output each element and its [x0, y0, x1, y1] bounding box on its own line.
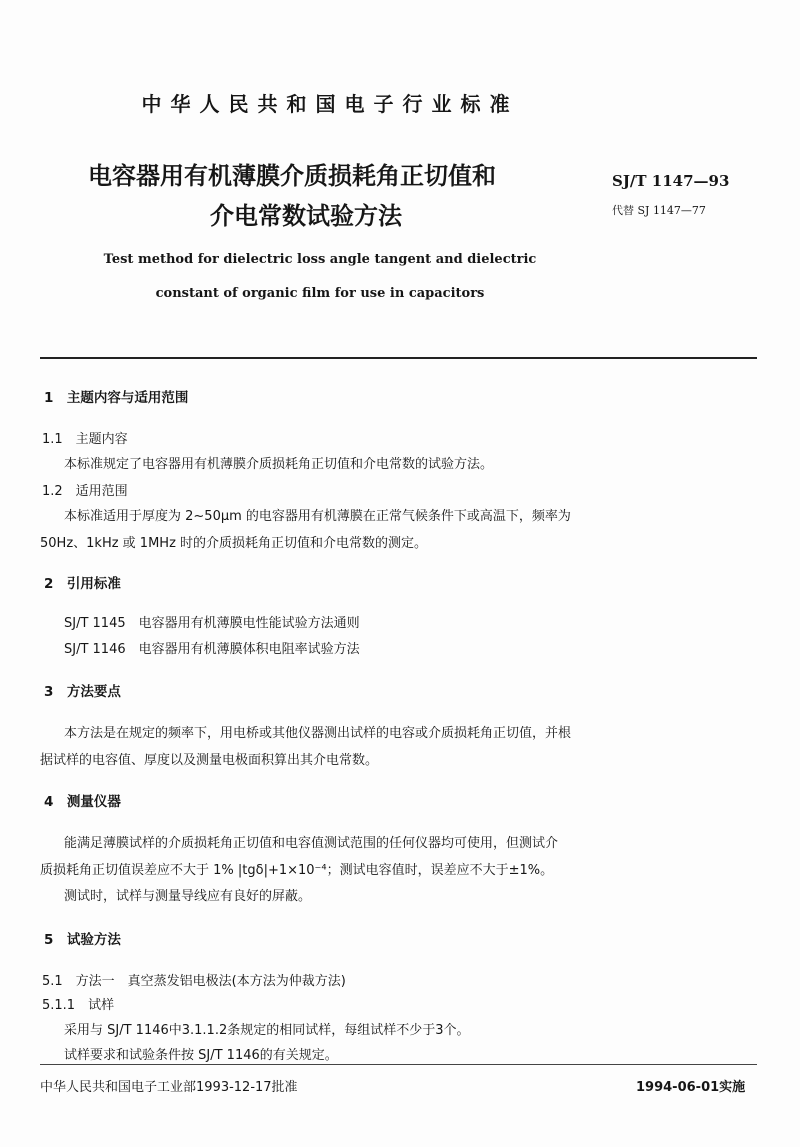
paragraph: 试样要求和试验条件按 SJ/T 1146的有关规定。: [64, 1048, 338, 1063]
section-1-heading: 1 主题内容与适用范围: [44, 390, 189, 406]
approval-date: 中华人民共和国电子工业部1993-12-17批准: [40, 1080, 298, 1095]
paragraph: 本标准适用于厚度为 2~50μm 的电容器用有机薄膜在正常气候条件下或高温下，频率为: [64, 509, 571, 524]
standard-code: SJ/T 1147—93: [612, 172, 730, 190]
reference-item: SJ/T 1145 电容器用有机薄膜电性能试验方法通则: [64, 616, 360, 631]
paragraph: 能满足薄膜试样的介质损耗角正切值和电容值测试范围的任何仪器均可使用，但测试介: [64, 836, 559, 851]
english-title-1: Test method for dielectric loss angle tangent and dielectric: [103, 252, 537, 267]
section-1-1-heading: 1.1 主题内容: [42, 432, 128, 447]
title-line-1: 电容器用有机薄膜介质损耗角正切值和: [88, 162, 496, 190]
section-3-heading: 3 方法要点: [44, 684, 121, 700]
section-2-heading: 2 引用标准: [44, 576, 121, 592]
header-rule: [40, 357, 757, 359]
english-title-2: constant of organic film for use in capacitors: [155, 286, 485, 301]
section-5-1-heading: 5.1 方法一 真空蒸发铝电极法(本方法为仲裁方法): [42, 974, 346, 989]
paragraph: 本方法是在规定的频率下，用电桥或其他仪器测出试样的电容或介质损耗角正切值，并根: [64, 726, 572, 741]
paragraph: 质损耗角正切值误差应不大于 1% |tgδ|+1×10⁻⁴；测试电容值时，误差应不大于±1%。: [40, 863, 554, 878]
replaces-code: 代替 SJ 1147—77: [612, 204, 706, 217]
paragraph: 本标准规定了电容器用有机薄膜介质损耗角正切值和介电常数的试验方法。: [64, 457, 494, 472]
reference-item: SJ/T 1146 电容器用有机薄膜体积电阻率试验方法: [64, 642, 360, 657]
paragraph: 据试样的电容值、厚度以及测量电极面积算出其介电常数。: [40, 753, 379, 768]
paragraph: 50Hz、1kHz 或 1MHz 时的介质损耗角正切值和介电常数的测定。: [40, 536, 428, 551]
issuing-org: 中华人民共和国电子行业标准: [141, 92, 519, 116]
footer-rule: [40, 1064, 757, 1065]
paragraph: 采用与 SJ/T 1146中3.1.1.2条规定的相同试样，每组试样不少于3个。: [64, 1023, 470, 1038]
section-5-1-1-heading: 5.1.1 试样: [42, 998, 115, 1013]
paragraph: 测试时，试样与测量导线应有良好的屏蔽。: [64, 889, 312, 904]
effective-date: 1994-06-01实施: [636, 1080, 746, 1095]
section-4-heading: 4 测量仪器: [44, 794, 121, 810]
title-line-2: 介电常数试验方法: [210, 202, 402, 230]
section-5-heading: 5 试验方法: [44, 932, 121, 948]
section-1-2-heading: 1.2 适用范围: [42, 484, 128, 499]
